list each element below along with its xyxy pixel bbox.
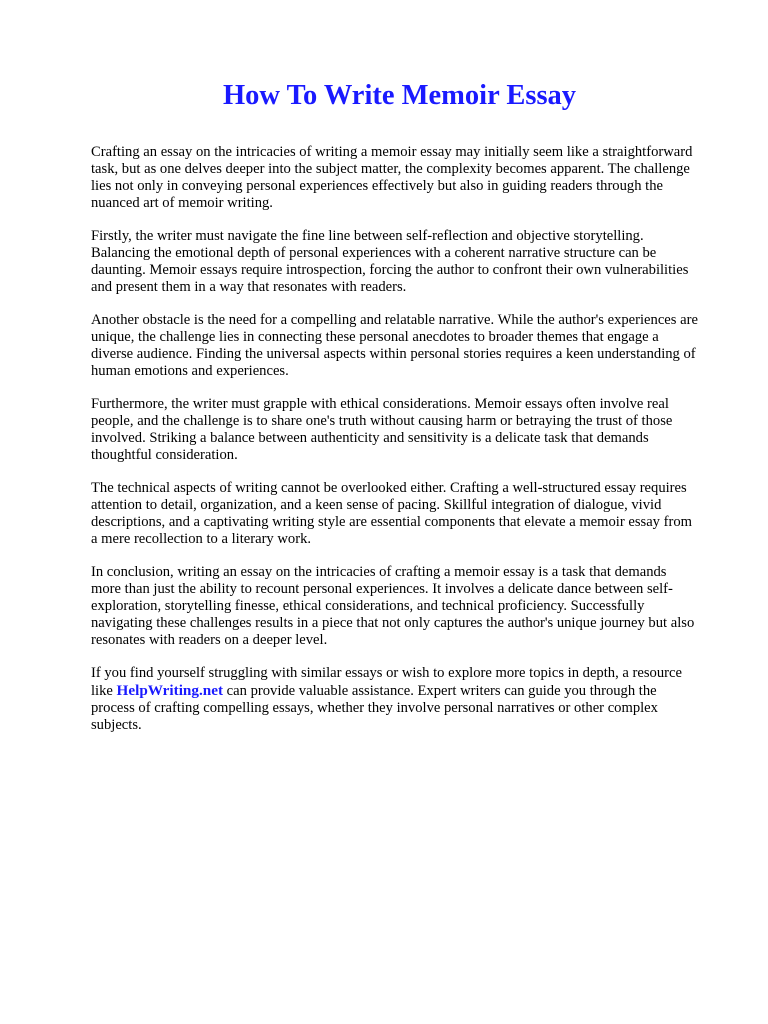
paragraph-self-reflection: Firstly, the writer must navigate the fine line between self-reflection and objective storytelling. Balancing the emotional depth of personal experiences with a coherent narrative structure can be daunting. Memoir essays require introspection, forcing the author to confront their own vulnerabilities and present them in a way that resonates with readers.: [91, 228, 689, 295]
helpwriting-link[interactable]: HelpWriting.net: [116, 682, 224, 699]
paragraph-intro: Crafting an essay on the intricacies of writing a memoir essay may initially seem like a straightforward task, but as one delves deeper into the subject matter, the complexity becomes apparent. The challenge lies not only in conveying personal experiences effectively but also in guiding readers through the nuanced art of memoir writing.: [91, 144, 693, 211]
paragraph-resource: [91, 665, 698, 734]
page-title: How To Write Memoir Essay: [222, 80, 577, 111]
paragraph-conclusion: In conclusion, writing an essay on the intricacies of crafting a memoir essay is a task that demands more than just the ability to recount personal experiences. It involves a delicate dance between self-exploration, storytelling finesse, ethical considerations, and technical proficiency. Successfully navigating these challenges results in a piece that not only captures the author's unique journey but also resonates with readers on a deeper level.: [91, 564, 695, 648]
paragraph-narrative: Another obstacle is the need for a compelling and relatable narrative. While the author's experiences are unique, the challenge lies in connecting these personal anecdotes to broader themes that engage a diverse audience. Finding the universal aspects within personal stories requires a keen understanding of human emotions and experiences.: [91, 312, 698, 379]
resource-text-after: can provide valuable assistance. Expert writers can guide you through the process of crafting compelling essays, whether they involve personal narratives or other complex subjects.: [91, 683, 658, 733]
paragraph-ethics: Furthermore, the writer must grapple with ethical considerations. Memoir essays often involve real people, and the challenge is to share one's truth without causing harm or betraying the trust of those involved. Striking a balance between authenticity and sensitivity is a delicate task that demands thoughtful consideration.: [91, 396, 673, 463]
resource-text-before: If you find yourself struggling with similar essays or wish to explore more topics in depth, a resource like: [91, 665, 682, 699]
paragraph-technical: The technical aspects of writing cannot be overlooked either. Crafting a well-structured essay requires attention to detail, organization, and a keen sense of pacing. Skillful integration of dialogue, vivid descriptions, and a captivating writing style are essential components that elevate a memoir essay from a mere recollection to a literary work.: [91, 480, 692, 547]
